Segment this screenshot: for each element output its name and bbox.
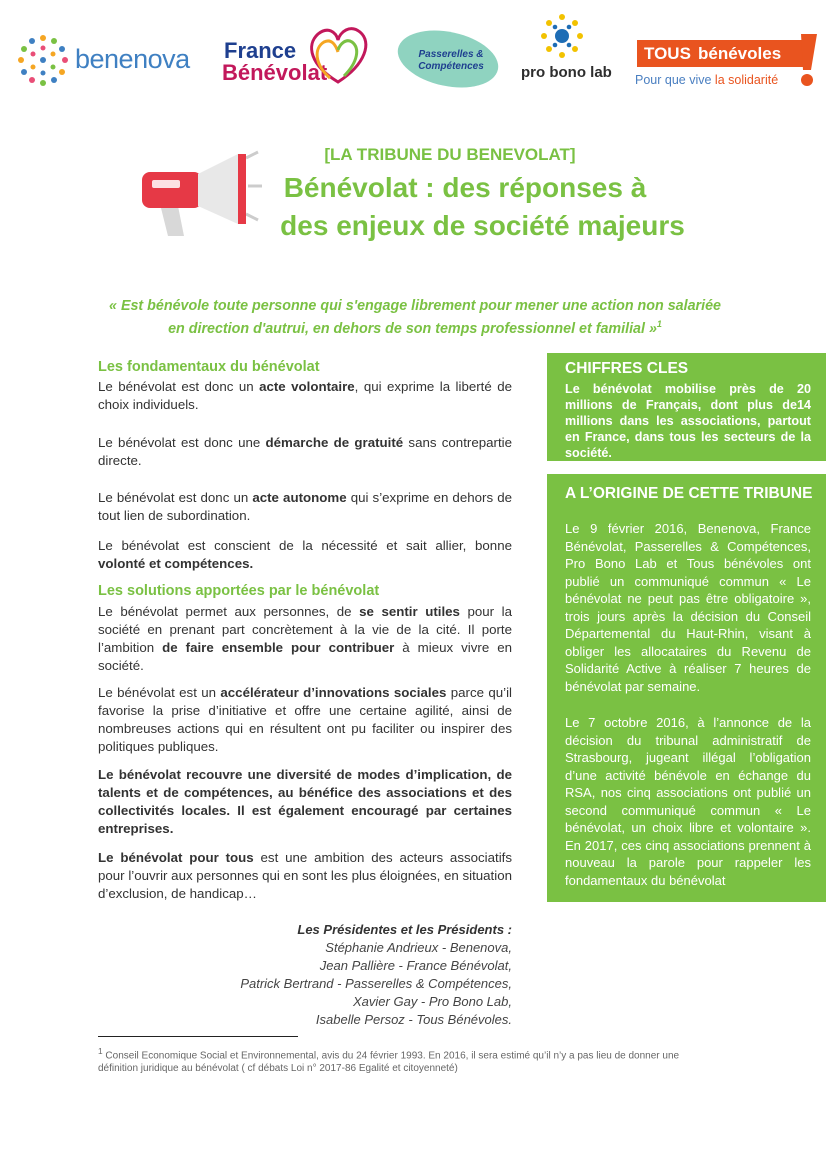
france-benevolat-logo-line1: France bbox=[224, 38, 297, 63]
page-title-line1: Bénévolat : des réponses à bbox=[283, 172, 647, 203]
exclamation-icon bbox=[795, 32, 819, 88]
footnote-ref: 1 bbox=[656, 319, 662, 329]
pro-bono-lab-logo-text: pro bono lab bbox=[521, 64, 612, 81]
megaphone-icon bbox=[138, 150, 263, 238]
tribune-kicker: [LA TRIBUNE DU BENEVOLAT] bbox=[324, 145, 576, 164]
key-figures-text: Le bénévolat mobilise près de 20 millions de Français, dont plus de14 millions dans les associations, partout en France, dans tous les secteurs de la société. bbox=[565, 382, 811, 460]
page-title-line2: des enjeux de société majeurs bbox=[280, 210, 685, 241]
section-heading-solutions: Les solutions apportées par le bénévolat bbox=[98, 583, 380, 599]
signature-title: Les Présidentes et les Présidents : bbox=[297, 922, 512, 937]
footnote-divider bbox=[98, 1036, 298, 1037]
footnote: $^1$ Conseil Economique Social et Environnemental, avis du 24 février 1993. En 2016, il sera estimé qu’il n’y a pas lieu de donner une définition juridique au bénévolat ( cf débats Loi n° 2017-86 Egalité et citoyenneté) bbox=[98, 1046, 680, 1074]
section-heading-fondamentaux: Les fondamentaux du bénévolat bbox=[98, 359, 320, 375]
signature-name: Xavier Gay - Pro Bono Lab, bbox=[353, 994, 512, 1009]
benenova-logo-mark bbox=[14, 32, 72, 90]
signature-name: Stéphanie Andrieux - Benenova, bbox=[325, 940, 512, 955]
paragraph-diversite: Le bénévolat recouvre une diversité de modes d’implication, de talents et de compétences, au bénéfice des associations et des collectivités locales. Il est également encouragé par certaines entreprises. bbox=[98, 767, 512, 836]
pro-bono-lab-sun-icon bbox=[541, 12, 583, 60]
paragraph-volonte-competences: Le bénévolat est conscient de la nécessité et sait allier, bonne volonté et compétences. bbox=[98, 538, 512, 571]
paragraph-acte-autonome: Le bénévolat est donc un acte autonome qui s’exprime en dehors de tout lien de subordination. bbox=[98, 490, 512, 523]
signature-block bbox=[200, 921, 512, 1029]
signature-name: Isabelle Persoz - Tous Bénévoles. bbox=[315, 1012, 512, 1027]
definition-quote: « Est bénévole toute personne qui s'engage librement pour mener une action non salariée en direction d'autrui, en dehors de son temps professionnel et familial »$^1$ bbox=[109, 298, 721, 337]
tous-benevoles-logo-word2: bénévoles bbox=[698, 44, 782, 63]
paragraph-acte-volontaire: Le bénévolat est donc un acte volontaire, qui exprime la liberté de choix individuels. bbox=[98, 379, 512, 412]
signature-name: Patrick Bertrand - Passerelles & Compétences, bbox=[240, 976, 512, 991]
paragraph-se-sentir-utiles: Le bénévolat permet aux personnes, de se sentir utiles pour la société en prenant part concrètement à la vie de la cité. Il porte l’ambition de faire ensemble pour contribuer à mieux vivre en société. bbox=[98, 604, 513, 673]
key-figures-heading: CHIFFRES CLES bbox=[565, 360, 689, 377]
paragraph-gratuite: Le bénévolat est donc une démarche de gratuité sans contrepartie directe. bbox=[98, 435, 512, 468]
passerelles-logo-text: Passerelles & Compétences bbox=[418, 49, 484, 72]
origin-heading: A L’ORIGINE DE CETTE TRIBUNE bbox=[565, 485, 813, 502]
benenova-logo-text: benenova bbox=[75, 44, 190, 74]
france-benevolat-logo-line2: Bénévolat bbox=[222, 60, 328, 85]
france-benevolat-heart-icon bbox=[300, 20, 375, 90]
signature-name: Jean Pallière - France Bénévolat, bbox=[319, 958, 512, 973]
tous-benevoles-logo-word1: TOUS bbox=[644, 44, 691, 63]
tous-benevoles-tagline: Pour que vive la solidarité bbox=[635, 73, 779, 87]
origin-paragraph-1: Le 9 février 2016, Benenova, France Bénévolat, Passerelles & Compétences, Pro Bono Lab et Tous bénévoles ont publié un communiqué commun « Le bénévolat ne peut pas être obligatoire », trois jours après la décision du Conseil Départemental du Haut-Rhin, visant à obliger les allocataires du Revenu de Solidarité Active à réaliser 7 heures de bénévolat par semaine. bbox=[565, 521, 811, 694]
paragraph-innovations-sociales: Le bénévolat est un accélérateur d’innovations sociales parce qu’il favorise la prise d’initiative et offre une certaine agilité, ainsi de nombreuses actions qui en résultent ont pu faciliter ou inspirer des politiques publiques. bbox=[98, 685, 512, 754]
origin-paragraph-2: Le 7 octobre 2016, à l’annonce de la décision du tribunal administratif de Strasbourg, jugeant illégal l’obligation d’une activité bénévole en échange du RSA, nos cinq associations ont publié un second communiqué commun « Le bénévolat, un choix libre et volontaire ». En 2017, ces cinq associations prennent à nouveau la parole pour rappeler les fondamentaux du bénévolat bbox=[565, 715, 811, 888]
paragraph-benevolat-pour-tous: Le bénévolat pour tous est une ambition des acteurs associatifs pour l’ouvrir aux personnes qui en sont les plus éloignées, en situation d’exclusion, de handicap… bbox=[98, 850, 513, 901]
